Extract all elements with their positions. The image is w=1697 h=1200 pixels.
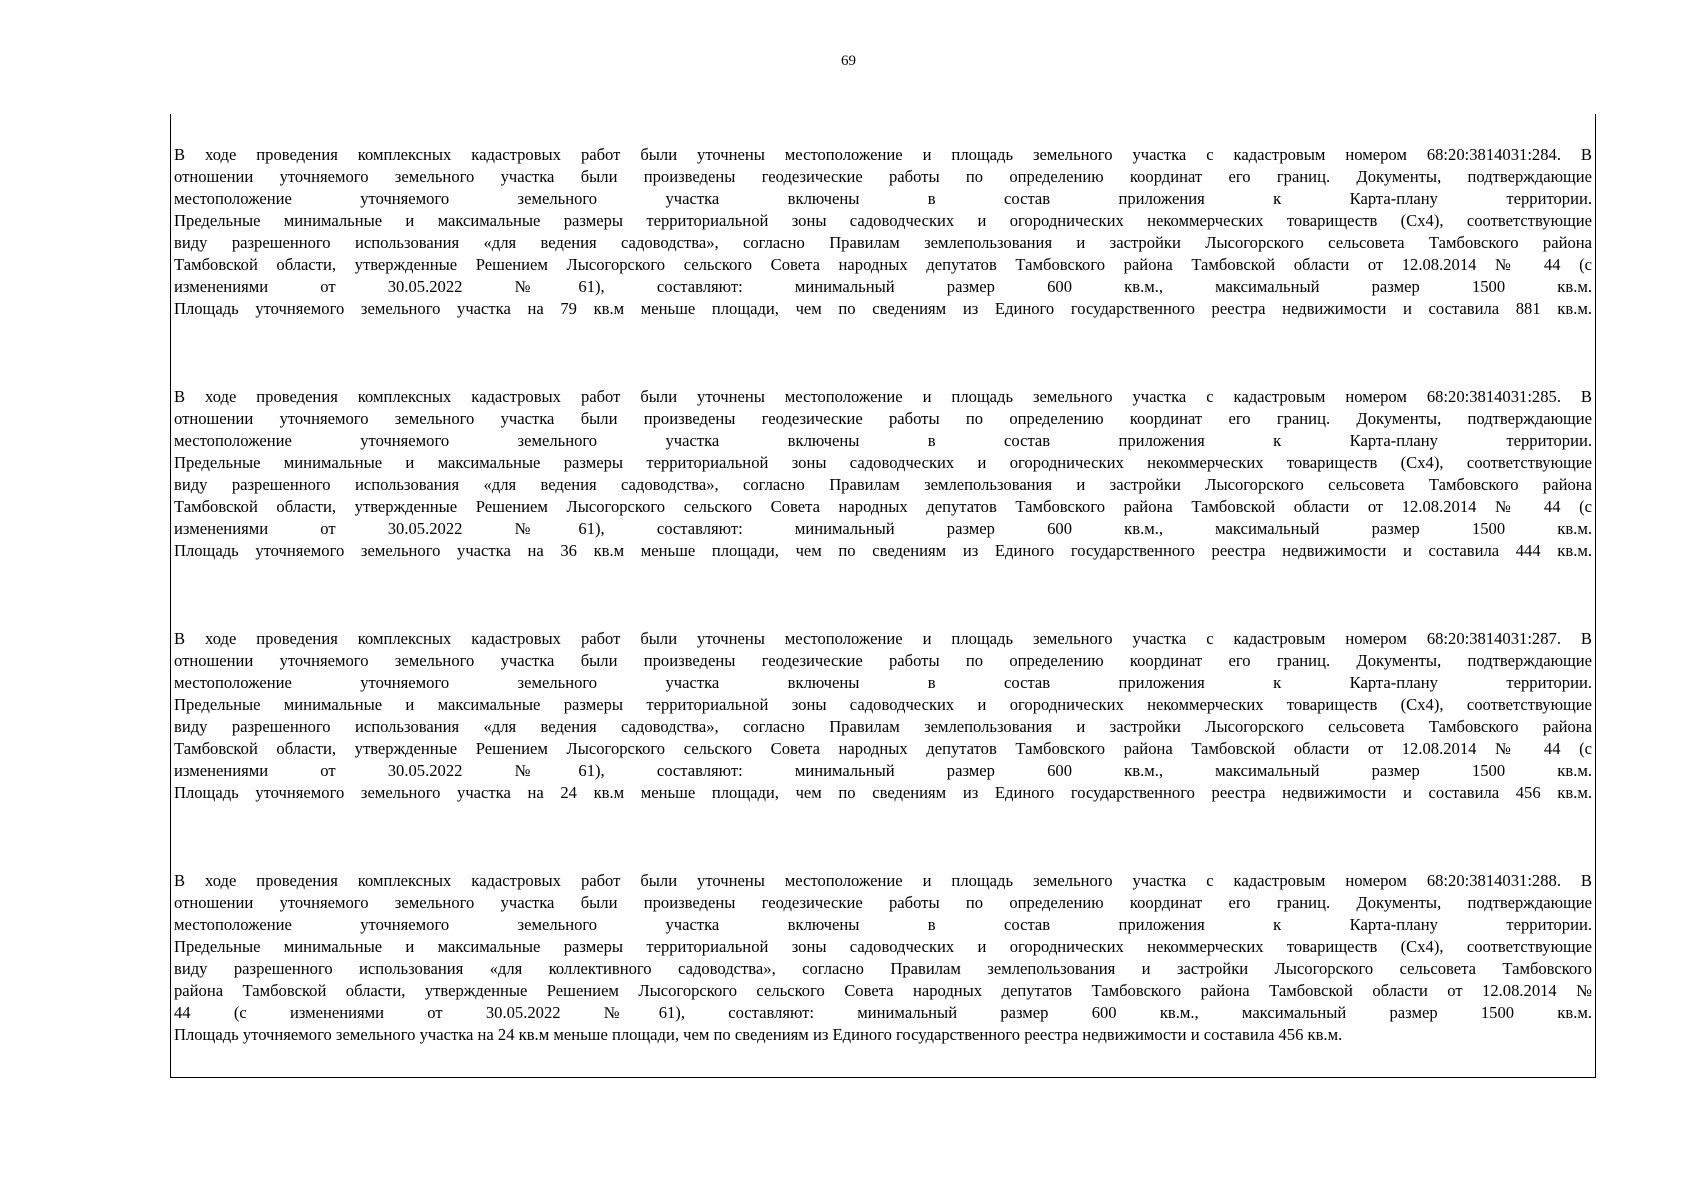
entry-parcel-285 xyxy=(174,386,1592,562)
entry-line: изменениями от 30.05.2022 №61), составляют: минимальный размер 600 кв.м., максимальный размер 1500 кв.м. xyxy=(174,761,1592,780)
entry-parcel-288 xyxy=(174,870,1592,1046)
entry-line: Тамбовской области, утвержденные Решением Лысогорского сельского Совета народных депутатов Тамбовского района Тамбовской области от 12.08.2014 № 44 (с xyxy=(174,739,1592,758)
entry-line: отношении уточняемого земельного участка были произведены геодезические работы по определению координат его границ. Документы, подтверждающие xyxy=(174,409,1592,428)
entry-line: Предельные минимальные и максимальные размеры территориальной зоны садоводческих и огороднических некоммерческих товариществ (Сх4), соответствующие xyxy=(174,695,1592,714)
entry-line: отношении уточняемого земельного участка были произведены геодезические работы по определению координат его границ. Документы, подтверждающие xyxy=(174,167,1592,186)
entry-line: Тамбовской области, утвержденные Решением Лысогорского сельского Совета народных депутатов Тамбовского района Тамбовской области от 12.08.2014 № 44 (с xyxy=(174,255,1592,274)
entry-line: отношении уточняемого земельного участка были произведены геодезические работы по определению координат его границ. Документы, подтверждающие xyxy=(174,651,1592,670)
entry-line: виду разрешенного использования «для ведения садоводства», согласно Правилам землепользования и застройки Лысогорского сельсовета Тамбовского района xyxy=(174,475,1592,494)
entry-line: местоположение уточняемого земельного участка включены в состав приложения к Карта-плану территории. xyxy=(174,189,1592,208)
entry-line: Площадь уточняемого земельного участка на 24 кв.м меньше площади, чем по сведениям из Единого государственного реестра недвижимости и составила 456 кв.м. xyxy=(174,783,1592,802)
entry-line: изменениями от 30.05.2022 №61), составляют: минимальный размер 600 кв.м., максимальный размер 1500 кв.м. xyxy=(174,277,1592,296)
entry-line: В ходе проведения комплексных кадастровых работ были уточнены местоположение и площадь земельного участка с кадастровым номером 68:20:3814031:288. В xyxy=(174,871,1592,890)
entry-line: виду разрешенного использования «для ведения садоводства», согласно Правилам землепользования и застройки Лысогорского сельсовета Тамбовского района xyxy=(174,233,1592,252)
entry-line: В ходе проведения комплексных кадастровых работ были уточнены местоположение и площадь земельного участка с кадастровым номером 68:20:3814031:284. В xyxy=(174,145,1592,164)
document-frame xyxy=(170,114,1596,1078)
entry-line: Предельные минимальные и максимальные размеры территориальной зоны садоводческих и огороднических некоммерческих товариществ (Сх4), соответствующие xyxy=(174,453,1592,472)
entry-line: отношении уточняемого земельного участка были произведены геодезические работы по определению координат его границ. Документы, подтверждающие xyxy=(174,893,1592,912)
entry-line: местоположение уточняемого земельного участка включены в состав приложения к Карта-плану территории. xyxy=(174,915,1592,934)
entry-parcel-287 xyxy=(174,628,1592,804)
entry-line: района Тамбовской области, утвержденные Решением Лысогорского сельского Совета народных депутатов Тамбовского района Тамбовской области от 12.08.2014 № xyxy=(174,981,1592,1000)
entry-line: Предельные минимальные и максимальные размеры территориальной зоны садоводческих и огороднических некоммерческих товариществ (Сх4), соответствующие xyxy=(174,937,1592,956)
entry-line: В ходе проведения комплексных кадастровых работ были уточнены местоположение и площадь земельного участка с кадастровым номером 68:20:3814031:285. В xyxy=(174,387,1592,406)
entries-list xyxy=(174,144,1592,1046)
entry-line: виду разрешенного использования «для ведения садоводства», согласно Правилам землепользования и застройки Лысогорского сельсовета Тамбовского района xyxy=(174,717,1592,736)
entry-line: изменениями от 30.05.2022 №61), составляют: минимальный размер 600 кв.м., максимальный размер 1500 кв.м. xyxy=(174,519,1592,538)
entry-line: Тамбовской области, утвержденные Решением Лысогорского сельского Совета народных депутатов Тамбовского района Тамбовской области от 12.08.2014 № 44 (с xyxy=(174,497,1592,516)
entry-line: Площадь уточняемого земельного участка на 24 кв.м меньше площади, чем по сведениям из Единого государственного реестра недвижимости и составила 456 кв.м. xyxy=(174,1025,1343,1044)
entry-line: местоположение уточняемого земельного участка включены в состав приложения к Карта-плану территории. xyxy=(174,673,1592,692)
entry-line: Предельные минимальные и максимальные размеры территориальной зоны садоводческих и огороднических некоммерческих товариществ (Сх4), соответствующие xyxy=(174,211,1592,230)
entry-line: местоположение уточняемого земельного участка включены в состав приложения к Карта-плану территории. xyxy=(174,431,1592,450)
entry-line: Площадь уточняемого земельного участка на 36 кв.м меньше площади, чем по сведениям из Единого государственного реестра недвижимости и составила 444 кв.м. xyxy=(174,541,1592,560)
entry-line: В ходе проведения комплексных кадастровых работ были уточнены местоположение и площадь земельного участка с кадастровым номером 68:20:3814031:287. В xyxy=(174,629,1592,648)
entry-line: Площадь уточняемого земельного участка на 79 кв.м меньше площади, чем по сведениям из Единого государственного реестра недвижимости и составила 881 кв.м. xyxy=(174,299,1592,318)
entry-line: 44 (с изменениями от 30.05.2022 №61), составляют: минимальный размер 600 кв.м., максимальный размер 1500 кв.м. xyxy=(174,1003,1592,1022)
page-number: 69 xyxy=(841,53,856,69)
entry-line: виду разрешенного использования «для коллективного садоводства», согласно Правилам землепользования и застройки Лысогорского сельсовета Тамбовского xyxy=(174,959,1592,978)
entry-parcel-284 xyxy=(174,144,1592,320)
